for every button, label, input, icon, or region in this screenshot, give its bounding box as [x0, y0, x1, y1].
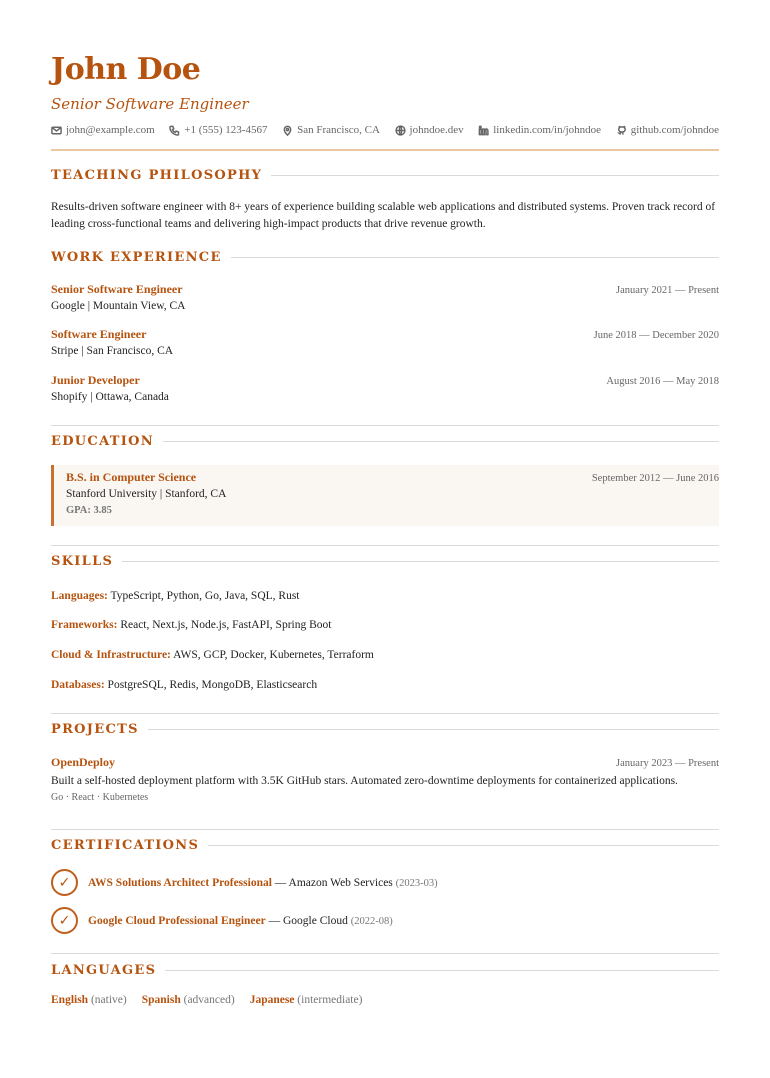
skill-category: Databases: [51, 679, 105, 691]
contact-email-text: john@example.com [66, 124, 155, 136]
section-rule [122, 561, 719, 562]
section-divider [51, 545, 719, 546]
certification-item [51, 907, 393, 934]
contact-website-text: johndoe.dev [409, 124, 464, 136]
mail-icon [51, 125, 62, 136]
section-title: LANGUAGES [51, 963, 157, 978]
section-experience-heading [51, 250, 719, 265]
section-divider [51, 953, 719, 954]
skill-row [51, 649, 374, 661]
section-rule [271, 175, 719, 176]
skill-row [51, 679, 317, 691]
contact-phone[interactable] [169, 122, 267, 138]
section-title: WORK EXPERIENCE [51, 250, 222, 265]
experience-company: Shopify | Ottawa, Canada [51, 391, 169, 403]
skill-row [51, 619, 331, 631]
experience-dates: January 2021 — Present [616, 285, 719, 296]
section-divider [51, 425, 719, 426]
language-item [250, 994, 363, 1006]
header-divider [51, 149, 719, 151]
contact-location-text: San Francisco, CA [297, 124, 380, 136]
contact-bar [51, 122, 719, 138]
education-degree: B.S. in Computer Science [66, 470, 197, 484]
skill-values: TypeScript, Python, Go, Java, SQL, Rust [110, 590, 300, 602]
skill-row [51, 590, 300, 602]
section-rule [165, 970, 719, 971]
experience-dates: August 2016 — May 2018 [606, 376, 719, 387]
section-rule [208, 845, 719, 846]
language-name: Japanese [249, 994, 295, 1006]
language-item [142, 994, 235, 1006]
contact-email[interactable] [51, 122, 155, 138]
education-gpa: GPA: 3.85 [66, 505, 112, 516]
skill-values: React, Next.js, Node.js, FastAPI, Spring Boot [120, 619, 332, 631]
section-title: PROJECTS [51, 722, 139, 737]
linkedin-icon [478, 125, 489, 136]
section-rule [163, 441, 719, 442]
experience-title: Software Engineer [51, 327, 147, 341]
check-badge-icon: ✓ [51, 907, 78, 934]
section-summary-heading [51, 168, 719, 183]
contact-phone-text: +1 (555) 123-4567 [184, 124, 268, 136]
section-title: SKILLS [51, 554, 114, 569]
section-title: CERTIFICATIONS [51, 838, 200, 853]
certification-issuer: — Google Cloud [268, 914, 348, 927]
education-school: Stanford University | Stanford, CA [66, 488, 227, 500]
section-languages-heading [51, 963, 719, 978]
experience-title: Junior Developer [51, 373, 140, 387]
language-name: English [51, 994, 89, 1006]
section-title: TEACHING PHILOSOPHY [51, 168, 263, 183]
experience-entry [51, 373, 719, 403]
section-rule [148, 729, 719, 730]
certification-name: Google Cloud Professional Engineer [88, 914, 266, 927]
language-name: Spanish [141, 994, 181, 1006]
section-title: EDUCATION [51, 434, 154, 449]
education-dates: September 2012 — June 2016 [591, 473, 719, 484]
skill-values: PostgreSQL, Redis, MongoDB, Elasticsearch [107, 679, 318, 691]
experience-entry [51, 327, 719, 357]
skill-category: Languages: [51, 590, 108, 602]
language-level: (intermediate) [297, 994, 363, 1006]
education-entry [51, 465, 719, 526]
contact-github-text: github.com/johndoe [630, 124, 719, 136]
section-divider [51, 713, 719, 714]
contact-location [282, 122, 380, 138]
section-education-heading [51, 434, 719, 449]
skill-category: Cloud & Infrastructure: [51, 649, 171, 661]
project-tags: Go · React · Kubernetes [51, 792, 149, 803]
phone-icon [169, 125, 180, 136]
contact-linkedin-text: linkedin.com/in/johndoe [493, 124, 602, 136]
section-rule [231, 257, 719, 258]
section-projects-heading [51, 722, 719, 737]
skill-category: Frameworks: [51, 619, 118, 631]
experience-company: Stripe | San Francisco, CA [51, 345, 174, 357]
person-name: John Doe [51, 52, 201, 87]
certification-issuer: — Amazon Web Services [274, 876, 393, 889]
project-name: OpenDeploy [51, 755, 116, 769]
experience-title: Senior Software Engineer [51, 282, 183, 296]
certification-date: (2023-03) [395, 877, 438, 889]
certification-item [51, 869, 438, 896]
experience-company: Google | Mountain View, CA [51, 300, 186, 312]
project-entry [51, 755, 719, 803]
experience-dates: June 2018 — December 2020 [593, 330, 719, 341]
github-icon [616, 125, 627, 136]
section-divider [51, 829, 719, 830]
section-certifications-heading [51, 838, 719, 853]
project-dates: January 2023 — Present [616, 758, 719, 769]
language-item [51, 994, 127, 1006]
language-level: (native) [90, 994, 127, 1006]
project-description: Built a self-hosted deployment platform with 3.5K GitHub stars. Automated zero-downtime deployments for containerized applications. [51, 775, 678, 787]
check-badge-icon: ✓ [51, 869, 78, 896]
skill-values: AWS, GCP, Docker, Kubernetes, Terraform [173, 649, 374, 661]
contact-website[interactable] [395, 122, 464, 138]
certification-date: (2022-08) [350, 915, 393, 927]
section-skills-heading [51, 554, 719, 569]
languages-list [51, 994, 362, 1006]
experience-entry [51, 282, 719, 312]
job-title: Senior Software Engineer [51, 95, 249, 113]
certification-name: AWS Solutions Architect Professional [88, 876, 272, 889]
language-level: (advanced) [183, 994, 235, 1006]
contact-github[interactable] [616, 122, 719, 138]
map-pin-icon [282, 125, 293, 136]
contact-linkedin[interactable] [478, 122, 601, 138]
globe-icon [395, 125, 406, 136]
summary-text: Results-driven software engineer with 8+ years of experience building scalable web applications and distributed systems. Proven track record of leading cross-functional teams and delivering high-impact products that drive revenue growth. [51, 201, 716, 230]
